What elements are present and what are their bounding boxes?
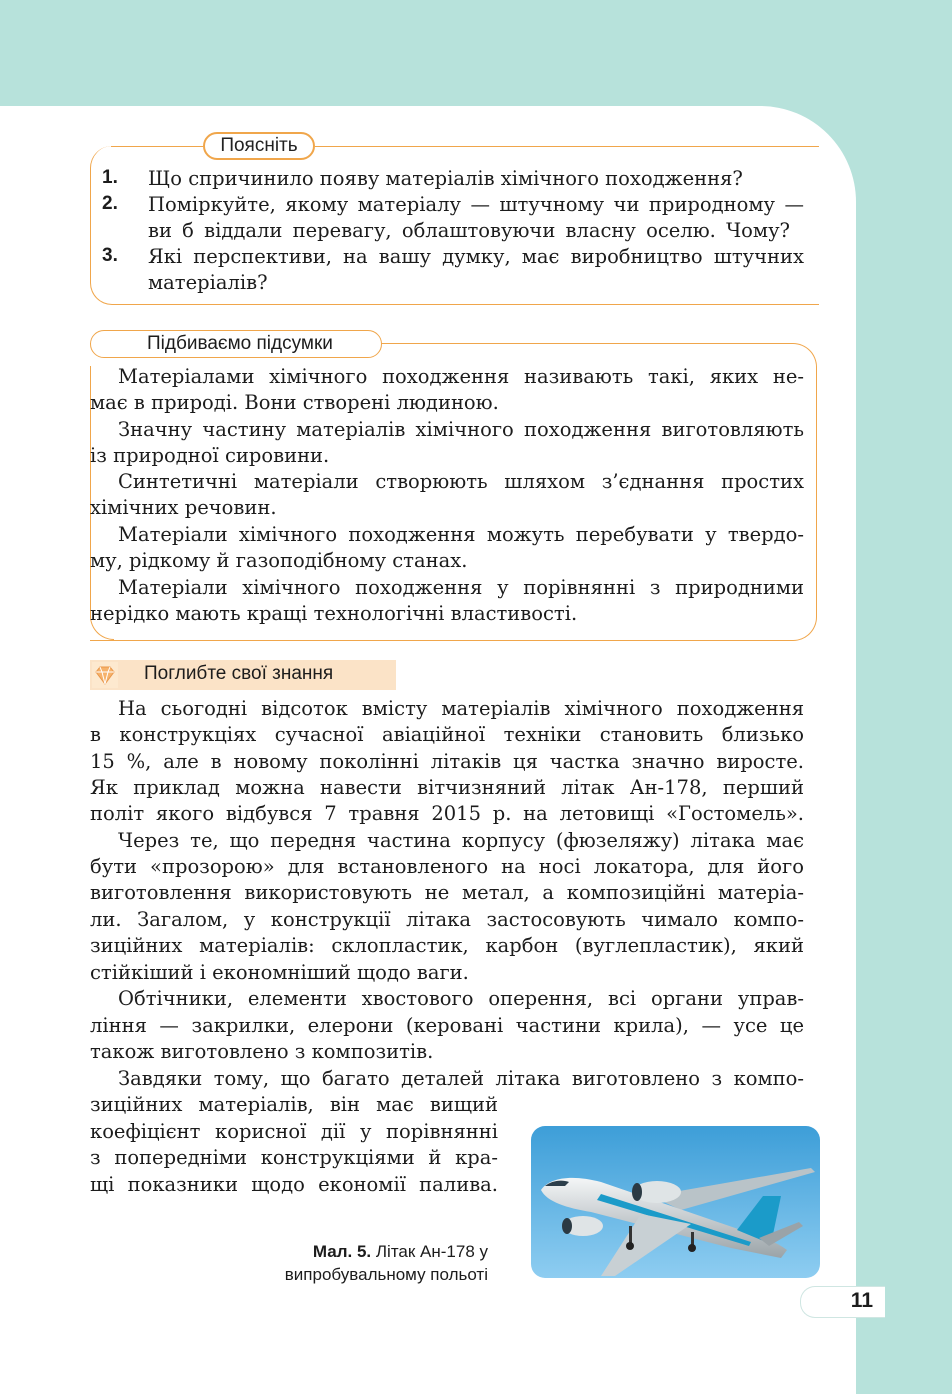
summary-title-pill [90,330,382,358]
deepen-line: 15 %, але в новому поколінні літаків ця частка значно виросте. [90,750,804,773]
figure-caption-text: Літак Ан-178 у [371,1242,488,1261]
deepen-line: На сьогодні відсоток вмісту матеріалів хімічного походження [118,697,804,720]
summary-line: із природної сировини. [90,444,330,467]
diamond-icon [92,662,118,688]
deepen-line: коефіцієнт корисної дії у порівнянні [90,1120,498,1143]
question-number: 1. [102,167,118,188]
deepen-line: політ якого відбувся 7 травня 2015 р. на летовищі «Гостомель». [90,802,804,825]
deepen-title: Поглибте свої знання [144,663,334,684]
question-number: 3. [102,245,118,266]
summary-line: му, рідкому й газоподібному станах. [90,549,468,572]
airplane-photo [531,1126,820,1278]
figure-caption-line1 [240,1240,488,1264]
deepen-line: Обтічники, елементи хвостового оперення, всі органи управ- [118,987,804,1010]
deepen-line: ління — закрилки, елерони (керовані частини крила), — усе це [90,1014,804,1037]
question-text: Поміркуйте, якому матеріалу — штучному чи природному — [148,193,804,216]
deepen-line: з попередніми конструкціями й кра- [90,1146,498,1169]
question-text: Які перспективи, на вашу думку, має виробництво штучних [148,245,804,268]
explain-title: Поясніть [203,132,315,160]
page-number: 11 [850,1289,873,1312]
question-text: ви б віддали перевагу, облаштовуючи власну оселю. Чому? [148,219,790,242]
deepen-line: виготовлення використовують не метал, а композиційні матеріа- [90,881,804,904]
page-number-tab [800,1286,885,1318]
deepen-line: в конструкціях сучасної авіаційної техніки становить близько [90,723,804,746]
summary-line: хімічних речовин. [90,496,277,519]
deepen-line: Завдяки тому, що багато деталей літака виготовлено з компо- [118,1067,804,1090]
figure-caption-line2: випробувальному польоті [284,1265,488,1284]
deepen-line: стійкіший і економніший щодо ваги. [90,961,469,984]
deepen-line: щі показники щодо економії палива. [90,1173,498,1196]
question-number: 2. [102,193,118,214]
summary-line: Матеріалами хімічного походження називають такі, яких не- [118,365,804,388]
deepen-line: Через те, що передня частина корпусу (фюзеляжу) літака має [118,829,804,852]
figure-label: Мал. 5. [312,1242,372,1261]
summary-title: Підбиваємо підсумки [147,333,333,354]
deepen-line: Як приклад можна навести вітчизняний літак Ан-178, перший [90,776,804,799]
summary-line: має в природі. Вони створені людиною. [90,391,499,414]
deepen-line: також виготовлено з композитів. [90,1040,434,1063]
summary-line: Матеріали хімічного походження можуть перебувати у твердо- [118,523,804,546]
question-text: Що спричинило появу матеріалів хімічного походження? [148,167,743,190]
deepen-line: зиційних матеріалів: склопластик, карбон (вуглепластик), який [90,934,804,957]
summary-line: Значну частину матеріалів хімічного походження виготовляють [118,418,804,441]
summary-line: Матеріали хімічного походження у порівнянні з природними [118,576,804,599]
summary-line: Синтетичні матеріали створюють шляхом з’єднання простих [118,470,804,493]
summary-line: нерідко мають кращі технологічні властивості. [90,602,578,625]
deepen-line: зиційних матеріалів, він має вищий [90,1093,498,1116]
question-text: матеріалів? [148,271,268,294]
deepen-header [90,660,396,690]
deepen-line: бути «прозорою» для встановленого на носі локатора, для його [90,855,804,878]
deepen-line: ли. Загалом, у конструкції літака застосовують чимало компо- [90,908,804,931]
